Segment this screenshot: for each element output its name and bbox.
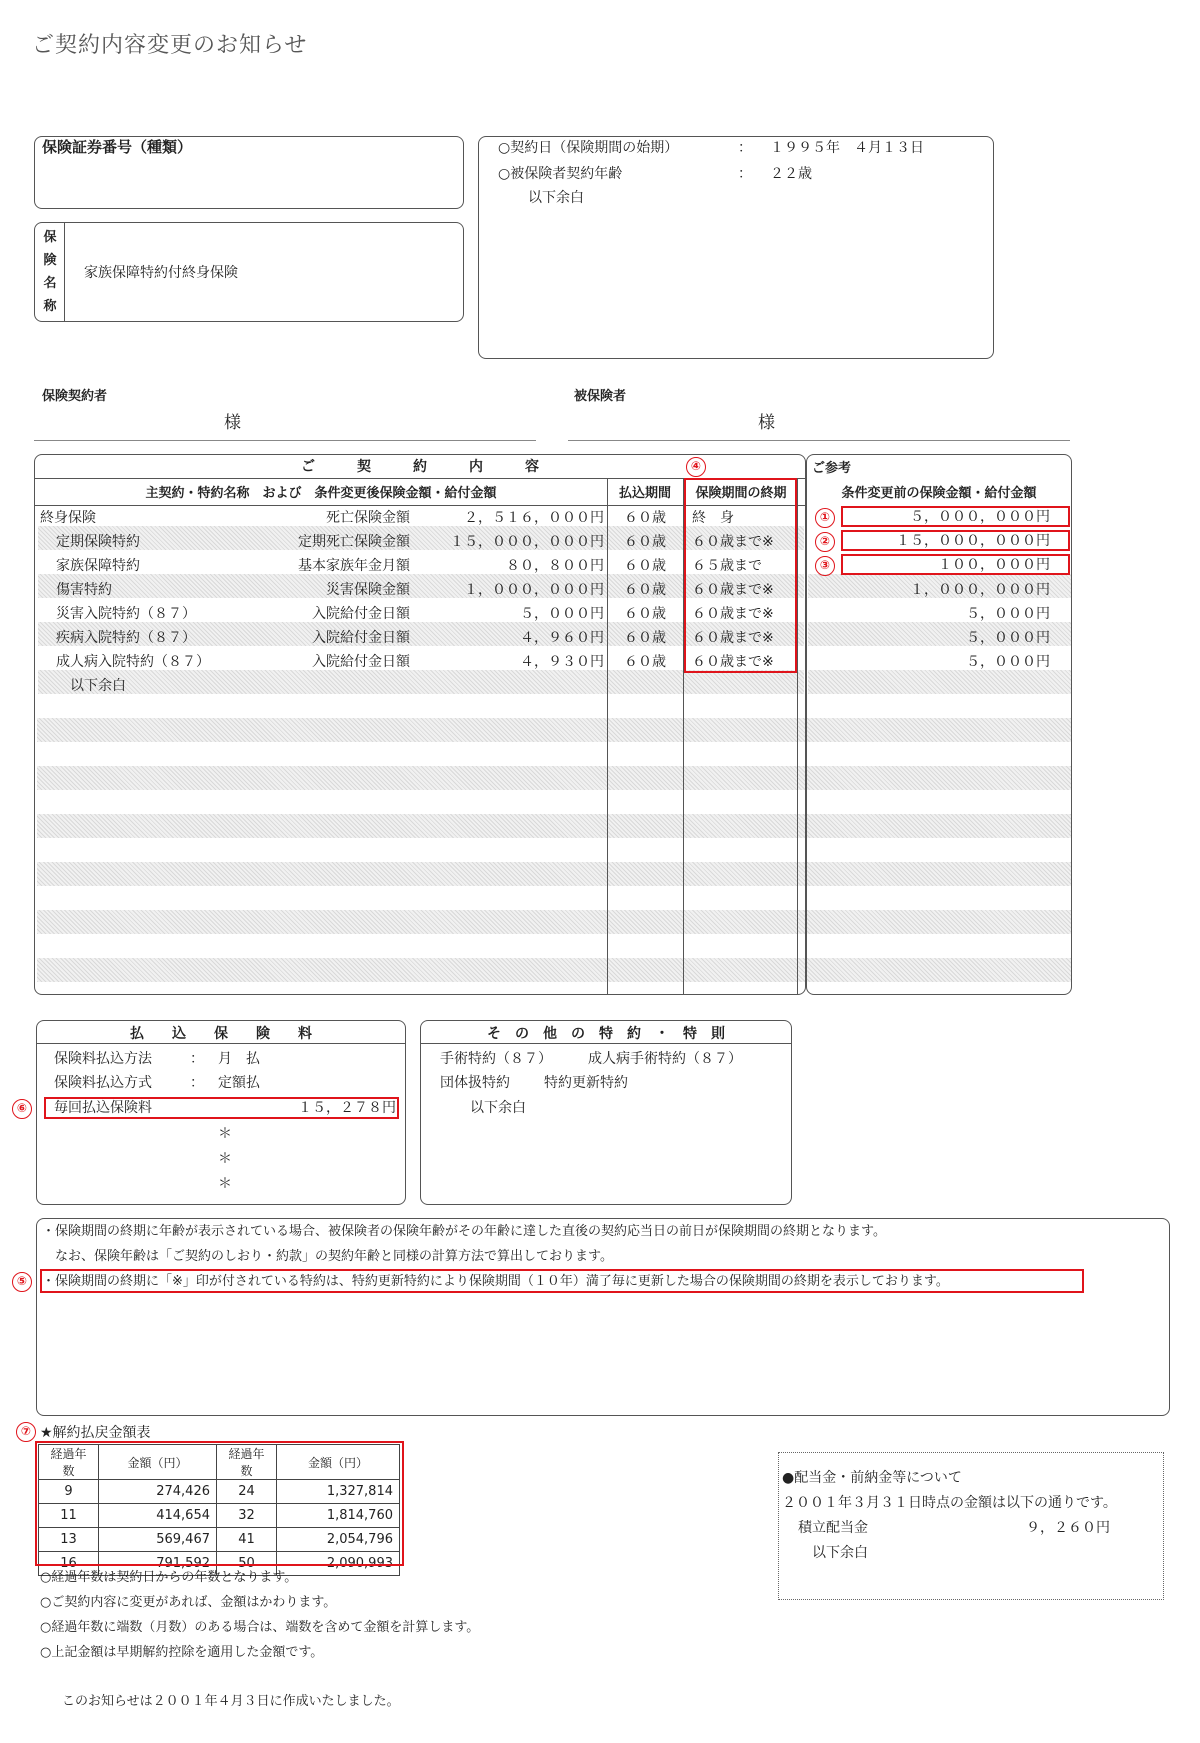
row-item: 定期死亡保険金額 (298, 534, 410, 550)
table-header: 経過年数 (39, 1445, 99, 1480)
other-header: そ の 他 の 特 約 ・ 特 則 (487, 1026, 725, 1042)
row-amount: ４，９３０円 (520, 654, 604, 670)
table-header: 経過年数 (217, 1445, 277, 1480)
row-pay: ６０歳 (624, 606, 666, 622)
other-line1b: 成人病手術特約（８７） (588, 1051, 742, 1067)
contract-age-value: ２２歳 (770, 166, 812, 182)
marker-3: ③ (815, 556, 835, 576)
premium-style-sep: ： (190, 1075, 204, 1091)
row-end: ６０歳まで※ (692, 606, 774, 622)
contract-col-pay: 払込期間 (618, 486, 671, 501)
note-3: ・保険期間の終期に「※」印が付されている特約は、特約更新特約により保険期間（１０年）満了毎に更新した場合の保険期間の終期を表示しております。 (42, 1274, 949, 1289)
table-row: 13 569,467 41 2,054,796 (39, 1528, 400, 1552)
row-name: 傷害特約 (56, 582, 112, 598)
insured-honorific: 様 (758, 413, 775, 433)
row-item: 基本家族年金月額 (298, 558, 410, 574)
policyholder-honorific: 様 (224, 413, 241, 433)
surrender-footnote: ○ご契約内容に変更があれば、金額はかわります。 (40, 1595, 337, 1610)
asterisk: ＊ (218, 1176, 232, 1192)
highlight-surrender-table (35, 1441, 404, 1566)
contract-col-name: 主契約・特約名称 および 条件変更後保険金額・給付金額 (145, 486, 497, 501)
reference-header: ご参考 (812, 461, 852, 476)
policyholder-line (34, 440, 536, 441)
insured-label: 被保険者 (574, 389, 627, 404)
insured-line (568, 440, 1070, 441)
highlight-premium (44, 1097, 399, 1119)
marker-4: ④ (686, 457, 706, 477)
marker-7: ⑦ (16, 1422, 36, 1442)
row-item: 入院給付金日額 (312, 606, 410, 622)
page-title: ご契約内容変更のお知らせ (32, 33, 308, 58)
dividend-end-note: 以下余白 (812, 1545, 868, 1561)
row-item: 入院給付金日額 (312, 630, 410, 646)
contract-col-end: 保険期間の終期 (695, 486, 787, 501)
dividend-title: ●配当金・前納金等について (782, 1470, 962, 1486)
row-item: 死亡保険金額 (326, 510, 410, 526)
row-end: ６０歳まで※ (692, 534, 774, 550)
premium-style-label: 保険料払込方式 (54, 1075, 152, 1091)
row-pay: ６０歳 (624, 558, 666, 574)
reference-subheader: 条件変更前の保険金額・給付金額 (841, 486, 1037, 501)
insurance-name-label: 保 険 名 称 (43, 230, 57, 314)
row-name: 定期保険特約 (56, 534, 140, 550)
table-header: 金額（円） (277, 1445, 400, 1480)
footer-note: このお知らせは２００１年４月３日に作成いたしました。 (62, 1694, 400, 1709)
table-row: 11 414,654 32 1,814,760 (39, 1504, 400, 1528)
premium-method-sep: ： (190, 1051, 204, 1067)
contract-end-note: 以下余白 (70, 678, 126, 694)
insurance-name: 家族保障特約付終身保険 (84, 265, 238, 281)
marker-1: ① (815, 508, 835, 528)
row-amount: ８０，８００円 (506, 558, 604, 574)
row-pay: ６０歳 (624, 654, 666, 670)
row-end: ６５歳まで (692, 558, 762, 574)
surrender-title: ★解約払戻金額表 (40, 1425, 151, 1441)
ref-value: １５，０００，０００円 (896, 533, 1050, 549)
asterisk: ＊ (218, 1126, 232, 1142)
premium-style-value: 定額払 (218, 1075, 260, 1091)
other-line2b: 特約更新特約 (544, 1075, 628, 1091)
other-line1a: 手術特約（８７） (440, 1051, 552, 1067)
row-item: 災害保険金額 (326, 582, 410, 598)
row-amount: ２，５１６，０００円 (464, 510, 604, 526)
premium-header: 払 込 保 険 料 (130, 1026, 312, 1042)
highlight-end-column (684, 478, 797, 673)
ref-value: ５，０００円 (966, 654, 1050, 670)
row-name: 成人病入院特約（８７） (56, 654, 210, 670)
row-pay: ６０歳 (624, 510, 666, 526)
marker-6: ⑥ (12, 1099, 32, 1119)
row-end: ６０歳まで※ (692, 630, 774, 646)
table-row: 9 274,426 24 1,327,814 (39, 1480, 400, 1504)
ref-value: ５，０００円 (966, 630, 1050, 646)
premium-method-value: 月 払 (218, 1051, 260, 1067)
row-name: 災害入院特約（８７） (56, 606, 196, 622)
row-pay: ６０歳 (624, 534, 666, 550)
row-pay: ６０歳 (624, 582, 666, 598)
policyholder-label: 保険契約者 (42, 389, 108, 404)
row-end: 終 身 (692, 510, 734, 526)
marker-2: ② (815, 532, 835, 552)
highlight-note (40, 1269, 1084, 1293)
policy-number-label: 保険証券番号（種類） (42, 138, 193, 156)
contract-header: ご 契 約 内 容 (301, 459, 539, 475)
note-2: なお、保険年齢は「ご契約のしおり・約款」の契約年齢と同様の計算方法で算出しております。 (42, 1249, 613, 1264)
table-header: 金額（円） (99, 1445, 217, 1480)
row-name: 疾病入院特約（８７） (56, 630, 196, 646)
row-name: 家族保障特約 (56, 558, 140, 574)
premium-each-value: １５，２７８円 (298, 1100, 396, 1116)
ref-value: １００，０００円 (938, 557, 1050, 573)
surrender-footnote: ○経過年数は契約日からの年数となります。 (40, 1570, 298, 1585)
contract-date-sep: ： (738, 140, 752, 156)
row-end: ６０歳まで※ (692, 582, 774, 598)
surrender-footnote: ○上記金額は早期解約控除を適用した金額です。 (40, 1645, 324, 1660)
row-amount: ５，０００円 (520, 606, 604, 622)
premium-each-label: 毎回払込保険料 (54, 1100, 152, 1116)
contract-age-label: ○被保険者契約年齢 (498, 166, 623, 182)
dividend-label: 積立配当金 (798, 1520, 868, 1536)
surrender-footnote: ○経過年数に端数（月数）のある場合は、端数を含めて金額を計算します。 (40, 1620, 480, 1635)
other-end-note: 以下余白 (470, 1100, 526, 1116)
dividend-line: ２００１年３月３１日時点の金額は以下の通りです。 (782, 1495, 1117, 1511)
dividend-value: ９，２６０円 (1026, 1520, 1110, 1536)
row-name: 終身保険 (40, 510, 96, 526)
contract-date-label: ○契約日（保険期間の始期） (498, 140, 679, 156)
asterisk: ＊ (218, 1151, 232, 1167)
ref-value: ５，０００円 (966, 606, 1050, 622)
row-item: 入院給付金日額 (312, 654, 410, 670)
marker-5: ⑤ (12, 1272, 32, 1292)
contract-info-end: 以下余白 (528, 190, 584, 206)
contract-date-value: １９９５年 ４月１３日 (770, 140, 924, 156)
premium-method-label: 保険料払込方法 (54, 1051, 152, 1067)
note-1: ・保険期間の終期に年齢が表示されている場合、被保険者の保険年齢がその年齢に達した直後の契約応当日の前日が保険期間の終期となります。 (42, 1224, 886, 1239)
row-amount: １５，０００，０００円 (450, 534, 604, 550)
row-amount: １，０００，０００円 (464, 582, 604, 598)
table-row: 16 791,592 50 2,090,993 (39, 1552, 400, 1576)
ref-value: ５，０００，０００円 (910, 509, 1050, 525)
contract-age-sep: ： (738, 166, 752, 182)
ref-value: １，０００，０００円 (910, 582, 1050, 598)
row-pay: ６０歳 (624, 630, 666, 646)
other-line2a: 団体扱特約 (440, 1075, 510, 1091)
row-end: ６０歳まで※ (692, 654, 774, 670)
row-amount: ４，９６０円 (520, 630, 604, 646)
